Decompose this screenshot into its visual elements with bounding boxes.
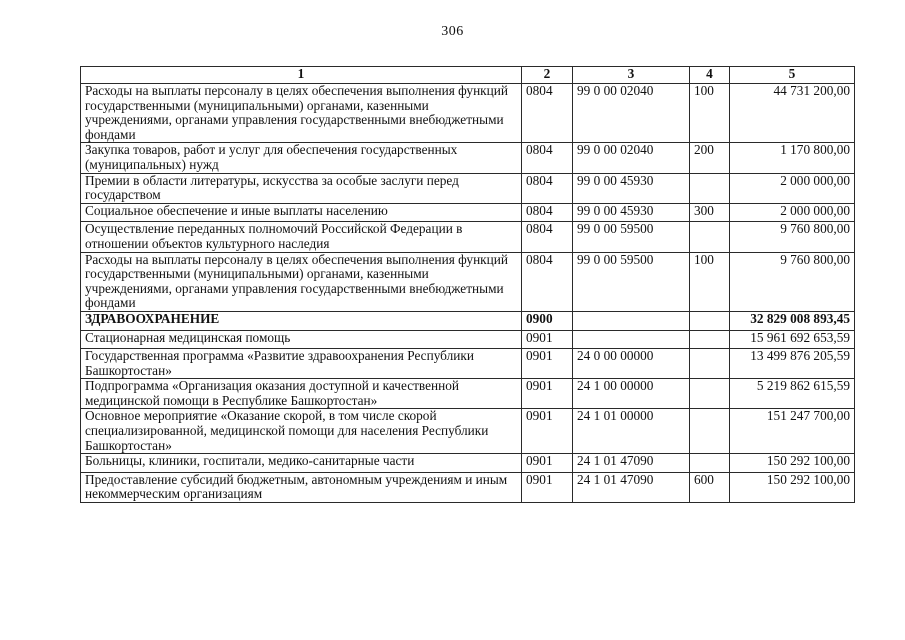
row-expense-type: 200 <box>690 143 730 173</box>
budget-table <box>80 66 855 503</box>
row-target-article <box>573 330 690 349</box>
row-name: Предоставление субсидий бюджетным, автономным учреждениям и иным некоммерческим организациям <box>81 472 522 502</box>
page-number: 306 <box>441 24 464 39</box>
row-target-article: 99 0 00 59500 <box>573 222 690 252</box>
table-row-section-total <box>81 311 855 330</box>
row-amount: 2 000 000,00 <box>730 203 855 222</box>
column-header-section: 2 <box>522 67 573 84</box>
row-target-article: 99 0 00 59500 <box>573 252 690 311</box>
table-row <box>81 222 855 252</box>
row-name: Основное мероприятие «Оказание скорой, в том числе скорой специализированной, медицинской помощи для населения Республики Башкортостан» <box>81 409 522 454</box>
row-target-article: 24 1 01 47090 <box>573 472 690 502</box>
table-row <box>81 472 855 502</box>
row-target-article: 24 0 00 00000 <box>573 349 690 379</box>
row-amount: 150 292 100,00 <box>730 454 855 473</box>
row-section: 0901 <box>522 409 573 454</box>
row-name: Государственная программа «Развитие здравоохранения Республики Башкортостан» <box>81 349 522 379</box>
row-expense-type <box>690 409 730 454</box>
row-target-article: 24 1 00 00000 <box>573 379 690 409</box>
row-name: Социальное обеспечение и иные выплаты населению <box>81 203 522 222</box>
table-row <box>81 349 855 379</box>
row-target-article <box>573 311 690 330</box>
row-amount: 9 760 800,00 <box>730 252 855 311</box>
table-row <box>81 203 855 222</box>
row-section: 0901 <box>522 472 573 502</box>
row-target-article: 24 1 01 47090 <box>573 454 690 473</box>
row-target-article: 99 0 00 45930 <box>573 203 690 222</box>
row-section: 0804 <box>522 173 573 203</box>
row-expense-type <box>690 330 730 349</box>
row-name: Расходы на выплаты персоналу в целях обеспечения выполнения функций государственными (муниципальными) органами, казенными учреждениями, органами управления государственными внебюджетными фондами <box>81 84 522 143</box>
row-name: Больницы, клиники, госпитали, медико-санитарные части <box>81 454 522 473</box>
row-amount: 15 961 692 653,59 <box>730 330 855 349</box>
table-row <box>81 454 855 473</box>
table-row <box>81 143 855 173</box>
row-section: 0900 <box>522 311 573 330</box>
row-section: 0804 <box>522 222 573 252</box>
row-expense-type: 600 <box>690 472 730 502</box>
row-target-article: 99 0 00 02040 <box>573 143 690 173</box>
column-header-expense-type: 4 <box>690 67 730 84</box>
table-header-row <box>81 67 855 84</box>
row-amount: 2 000 000,00 <box>730 173 855 203</box>
row-expense-type <box>690 454 730 473</box>
row-section: 0901 <box>522 379 573 409</box>
row-expense-type: 100 <box>690 252 730 311</box>
row-name: Подпрограмма «Организация оказания доступной и качественной медицинской помощи в Республике Башкортостан» <box>81 379 522 409</box>
row-amount: 1 170 800,00 <box>730 143 855 173</box>
row-expense-type: 100 <box>690 84 730 143</box>
row-target-article: 99 0 00 02040 <box>573 84 690 143</box>
row-name: Осуществление переданных полномочий Российской Федерации в отношении объектов культурного наследия <box>81 222 522 252</box>
row-name: ЗДРАВООХРАНЕНИЕ <box>81 311 522 330</box>
column-header-name: 1 <box>81 67 522 84</box>
row-expense-type <box>690 173 730 203</box>
row-amount: 5 219 862 615,59 <box>730 379 855 409</box>
row-amount: 150 292 100,00 <box>730 472 855 502</box>
row-amount: 151 247 700,00 <box>730 409 855 454</box>
table-row <box>81 252 855 311</box>
row-section: 0901 <box>522 349 573 379</box>
row-expense-type <box>690 349 730 379</box>
row-section: 0804 <box>522 252 573 311</box>
table-row <box>81 84 855 143</box>
row-expense-type <box>690 311 730 330</box>
row-section: 0804 <box>522 143 573 173</box>
row-expense-type: 300 <box>690 203 730 222</box>
row-name: Стационарная медицинская помощь <box>81 330 522 349</box>
row-name: Закупка товаров, работ и услуг для обеспечения государственных (муниципальных) нужд <box>81 143 522 173</box>
row-target-article: 24 1 01 00000 <box>573 409 690 454</box>
table-row <box>81 173 855 203</box>
row-name: Премии в области литературы, искусства за особые заслуги перед государством <box>81 173 522 203</box>
column-header-amount: 5 <box>730 67 855 84</box>
row-target-article: 99 0 00 45930 <box>573 173 690 203</box>
row-expense-type <box>690 222 730 252</box>
row-name: Расходы на выплаты персоналу в целях обеспечения выполнения функций государственными (муниципальными) органами, казенными учреждениями, органами управления государственными внебюджетными фондами <box>81 252 522 311</box>
row-section: 0901 <box>522 330 573 349</box>
row-amount: 9 760 800,00 <box>730 222 855 252</box>
table-row <box>81 409 855 454</box>
row-amount: 44 731 200,00 <box>730 84 855 143</box>
table-row <box>81 379 855 409</box>
row-expense-type <box>690 379 730 409</box>
row-amount: 32 829 008 893,45 <box>730 311 855 330</box>
row-section: 0804 <box>522 84 573 143</box>
table-row <box>81 330 855 349</box>
row-section: 0901 <box>522 454 573 473</box>
row-section: 0804 <box>522 203 573 222</box>
row-amount: 13 499 876 205,59 <box>730 349 855 379</box>
column-header-target-article: 3 <box>573 67 690 84</box>
